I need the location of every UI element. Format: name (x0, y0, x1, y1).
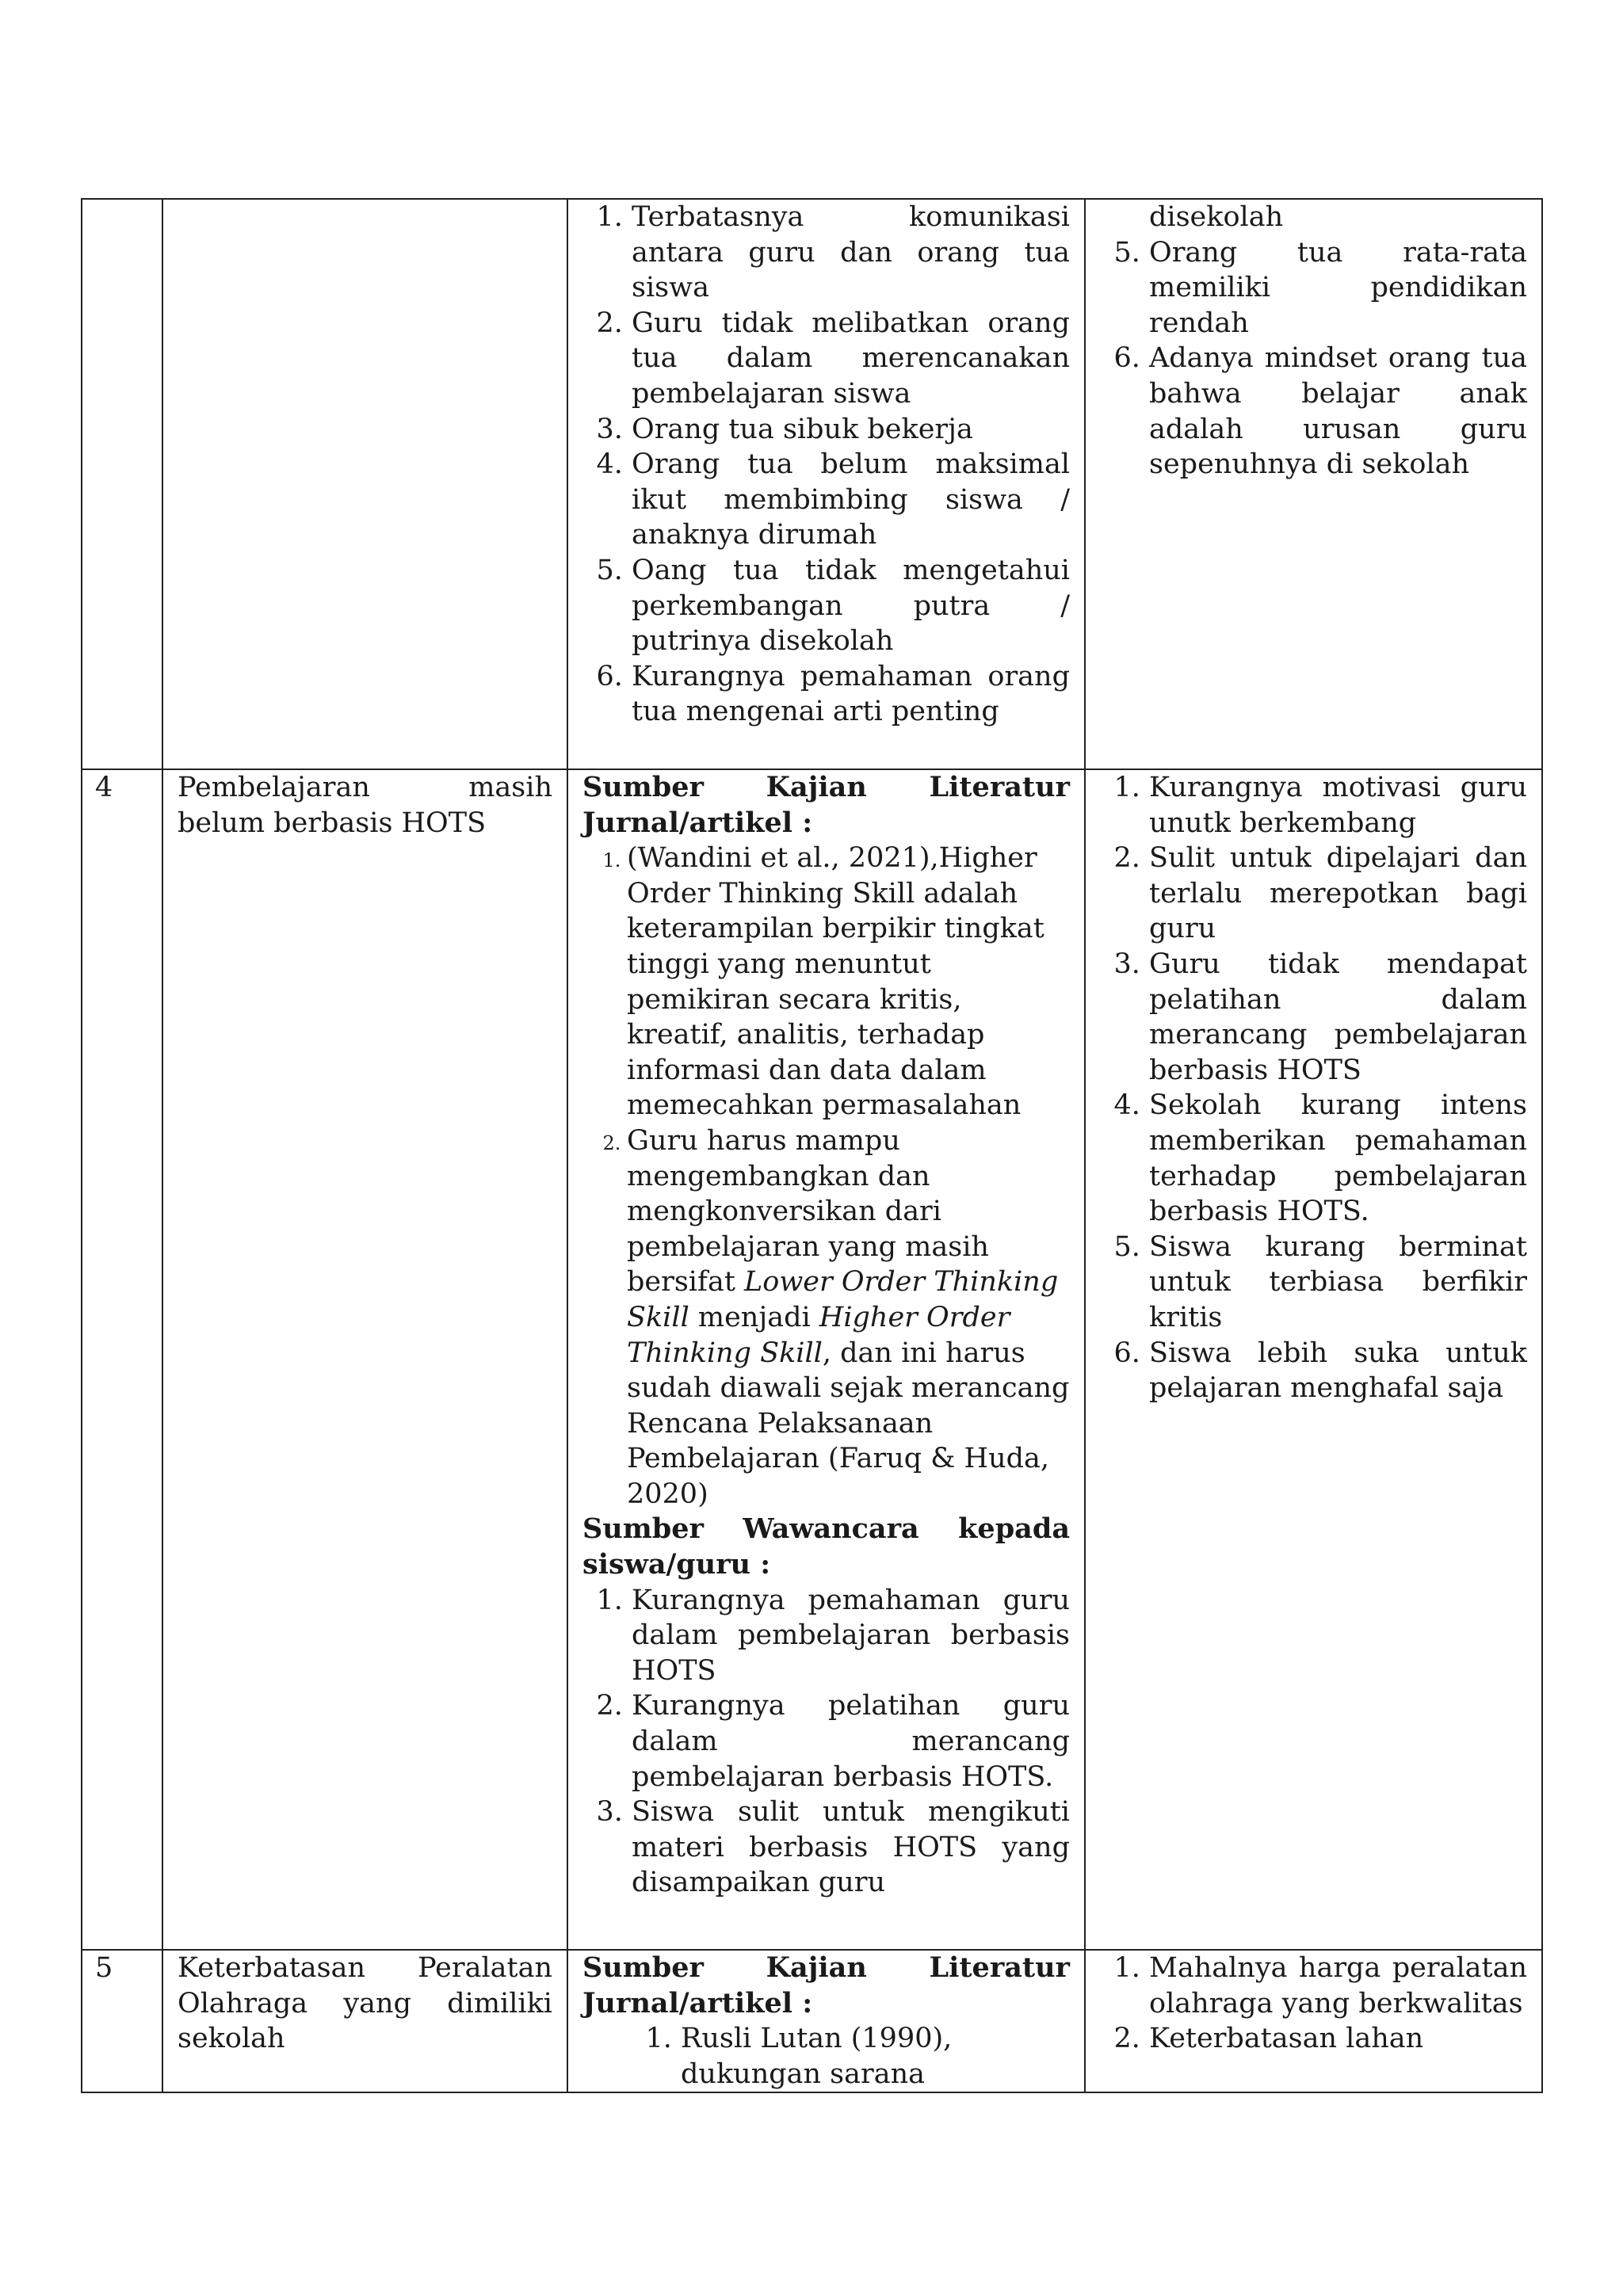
list-item: 3. Siswa sulit untuk mengikuti materi berbasis HOTS yang disampaikan guru (632, 1794, 1070, 1901)
list-item: 5. Siswa kurang berminat untuk terbiasa berfikir kritis (1149, 1230, 1527, 1336)
causes-cell (1085, 1950, 1542, 2092)
table-row (82, 769, 1542, 1950)
problem-cell (162, 199, 567, 769)
text-segment: , dan ini harus sudah diawali sejak merancang Rencana Pelaksanaan Pembelajaran (Faruq & Huda, 2020) (627, 1337, 1070, 1510)
causes-list (1100, 770, 1527, 1406)
list-item: 4. Sekolah kurang intens memberikan pemahaman terhadap pembelajaran berbasis HOTS. (1149, 1088, 1527, 1229)
list-item: 1. Mahalnya harga peralatan olahraga yang berkwalitas (1149, 1951, 1527, 2021)
number-cell: 4 (82, 769, 162, 1950)
list-item: 6. Adanya mindset orang tua bahwa belajar anak adalah urusan guru sepenuhnya di sekolah (1149, 341, 1527, 482)
text-segment: Guru harus mampu mengembangkan dan mengkonversikan dari pembelajaran yang masih bersifat (627, 1124, 989, 1299)
list-item: 5. Orang tua rata-rata memiliki pendidikan rendah (1149, 235, 1527, 341)
journal-item-text (627, 842, 1044, 1121)
problem-cell: Keterbatasan Peralatan Olahraga yang dimiliki sekolah (162, 1950, 567, 2092)
list-item: 3. Orang tua sibuk bekerja (632, 412, 1070, 448)
list-item: 1. Kurangnya pemahaman guru dalam pembelajaran berbasis HOTS (632, 1583, 1070, 1689)
literature-cell (567, 1950, 1085, 2092)
list-item: 1. Rusli Lutan (1990), dukungan sarana (681, 2021, 1070, 2092)
list-item: 2. Kurangnya pelatihan guru dalam merancang pembelajaran berbasis HOTS. (632, 1688, 1070, 1794)
interview-list (582, 1583, 1070, 1901)
analysis-table (81, 198, 1543, 2093)
list-item: 5. Oang tua tidak mengetahui perkembangan putra / putrinya disekolah (632, 553, 1070, 659)
literature-cell (567, 199, 1085, 769)
journal-list (582, 2021, 1070, 2092)
text-segment: (Wandini et al., 2021),Higher Order Thinking Skill adalah keterampilan berpikir tingkat tinggi yang menuntut pemikiran secara kritis, kreatif, analitis, terhadap informasi dan data dalam memecahkan permasalahan (627, 842, 1044, 1122)
number-cell: 5 (82, 1950, 162, 2092)
list-item (627, 1123, 1070, 1512)
problem-cell: Pembelajaran masih belum berbasis HOTS (162, 769, 567, 1950)
continued-text: disekolah (1149, 201, 1284, 233)
italic-term: Higher Order Thinking Skill (627, 1301, 1010, 1369)
list-item: 6. Siswa lebih suka untuk pelajaran menghafal saja (1149, 1336, 1527, 1406)
causes-cell (1085, 769, 1542, 1950)
literature-cell (567, 769, 1085, 1950)
italic-term: Lower Order Thinking Skill (627, 1266, 1059, 1333)
list-item: 2. Sulit untuk dipelajari dan terlalu merepotkan bagi guru (1149, 841, 1527, 947)
table-row (82, 199, 1542, 769)
list-item (627, 841, 1070, 1123)
list-item: 1. Kurangnya motivasi guru unutk berkembang (1149, 770, 1527, 841)
journal-list (582, 841, 1070, 1512)
journal-item-text (627, 1125, 1069, 1510)
literature-list (582, 200, 1070, 730)
list-item: 6. Kurangnya pemahaman orang tua mengenai arti penting (632, 659, 1070, 730)
causes-list (1100, 1951, 1527, 2057)
interview-heading: Sumber Wawancara kepada siswa/guru : (582, 1512, 1070, 1581)
list-item: 2. Guru tidak melibatkan orang tua dalam merencanakan pembelajaran siswa (632, 306, 1070, 412)
list-item: 2. Keterbatasan lahan (1149, 2021, 1527, 2057)
table-row (82, 1950, 1542, 2092)
journal-heading: Sumber Kajian Literatur Jurnal/artikel : (582, 771, 1070, 839)
list-item: 1. Terbatasnya komunikasi antara guru dan orang tua siswa (632, 200, 1070, 306)
causes-list (1100, 235, 1527, 482)
causes-cell (1085, 199, 1542, 769)
list-item: 4. Orang tua belum maksimal ikut membimbing siswa / anaknya dirumah (632, 447, 1070, 553)
text-segment: menjadi (689, 1301, 819, 1333)
list-item: 3. Guru tidak mendapat pelatihan dalam merancang pembelajaran berbasis HOTS (1149, 947, 1527, 1088)
number-cell (82, 199, 162, 769)
journal-heading: Sumber Kajian Literatur Jurnal/artikel : (582, 1951, 1070, 2019)
